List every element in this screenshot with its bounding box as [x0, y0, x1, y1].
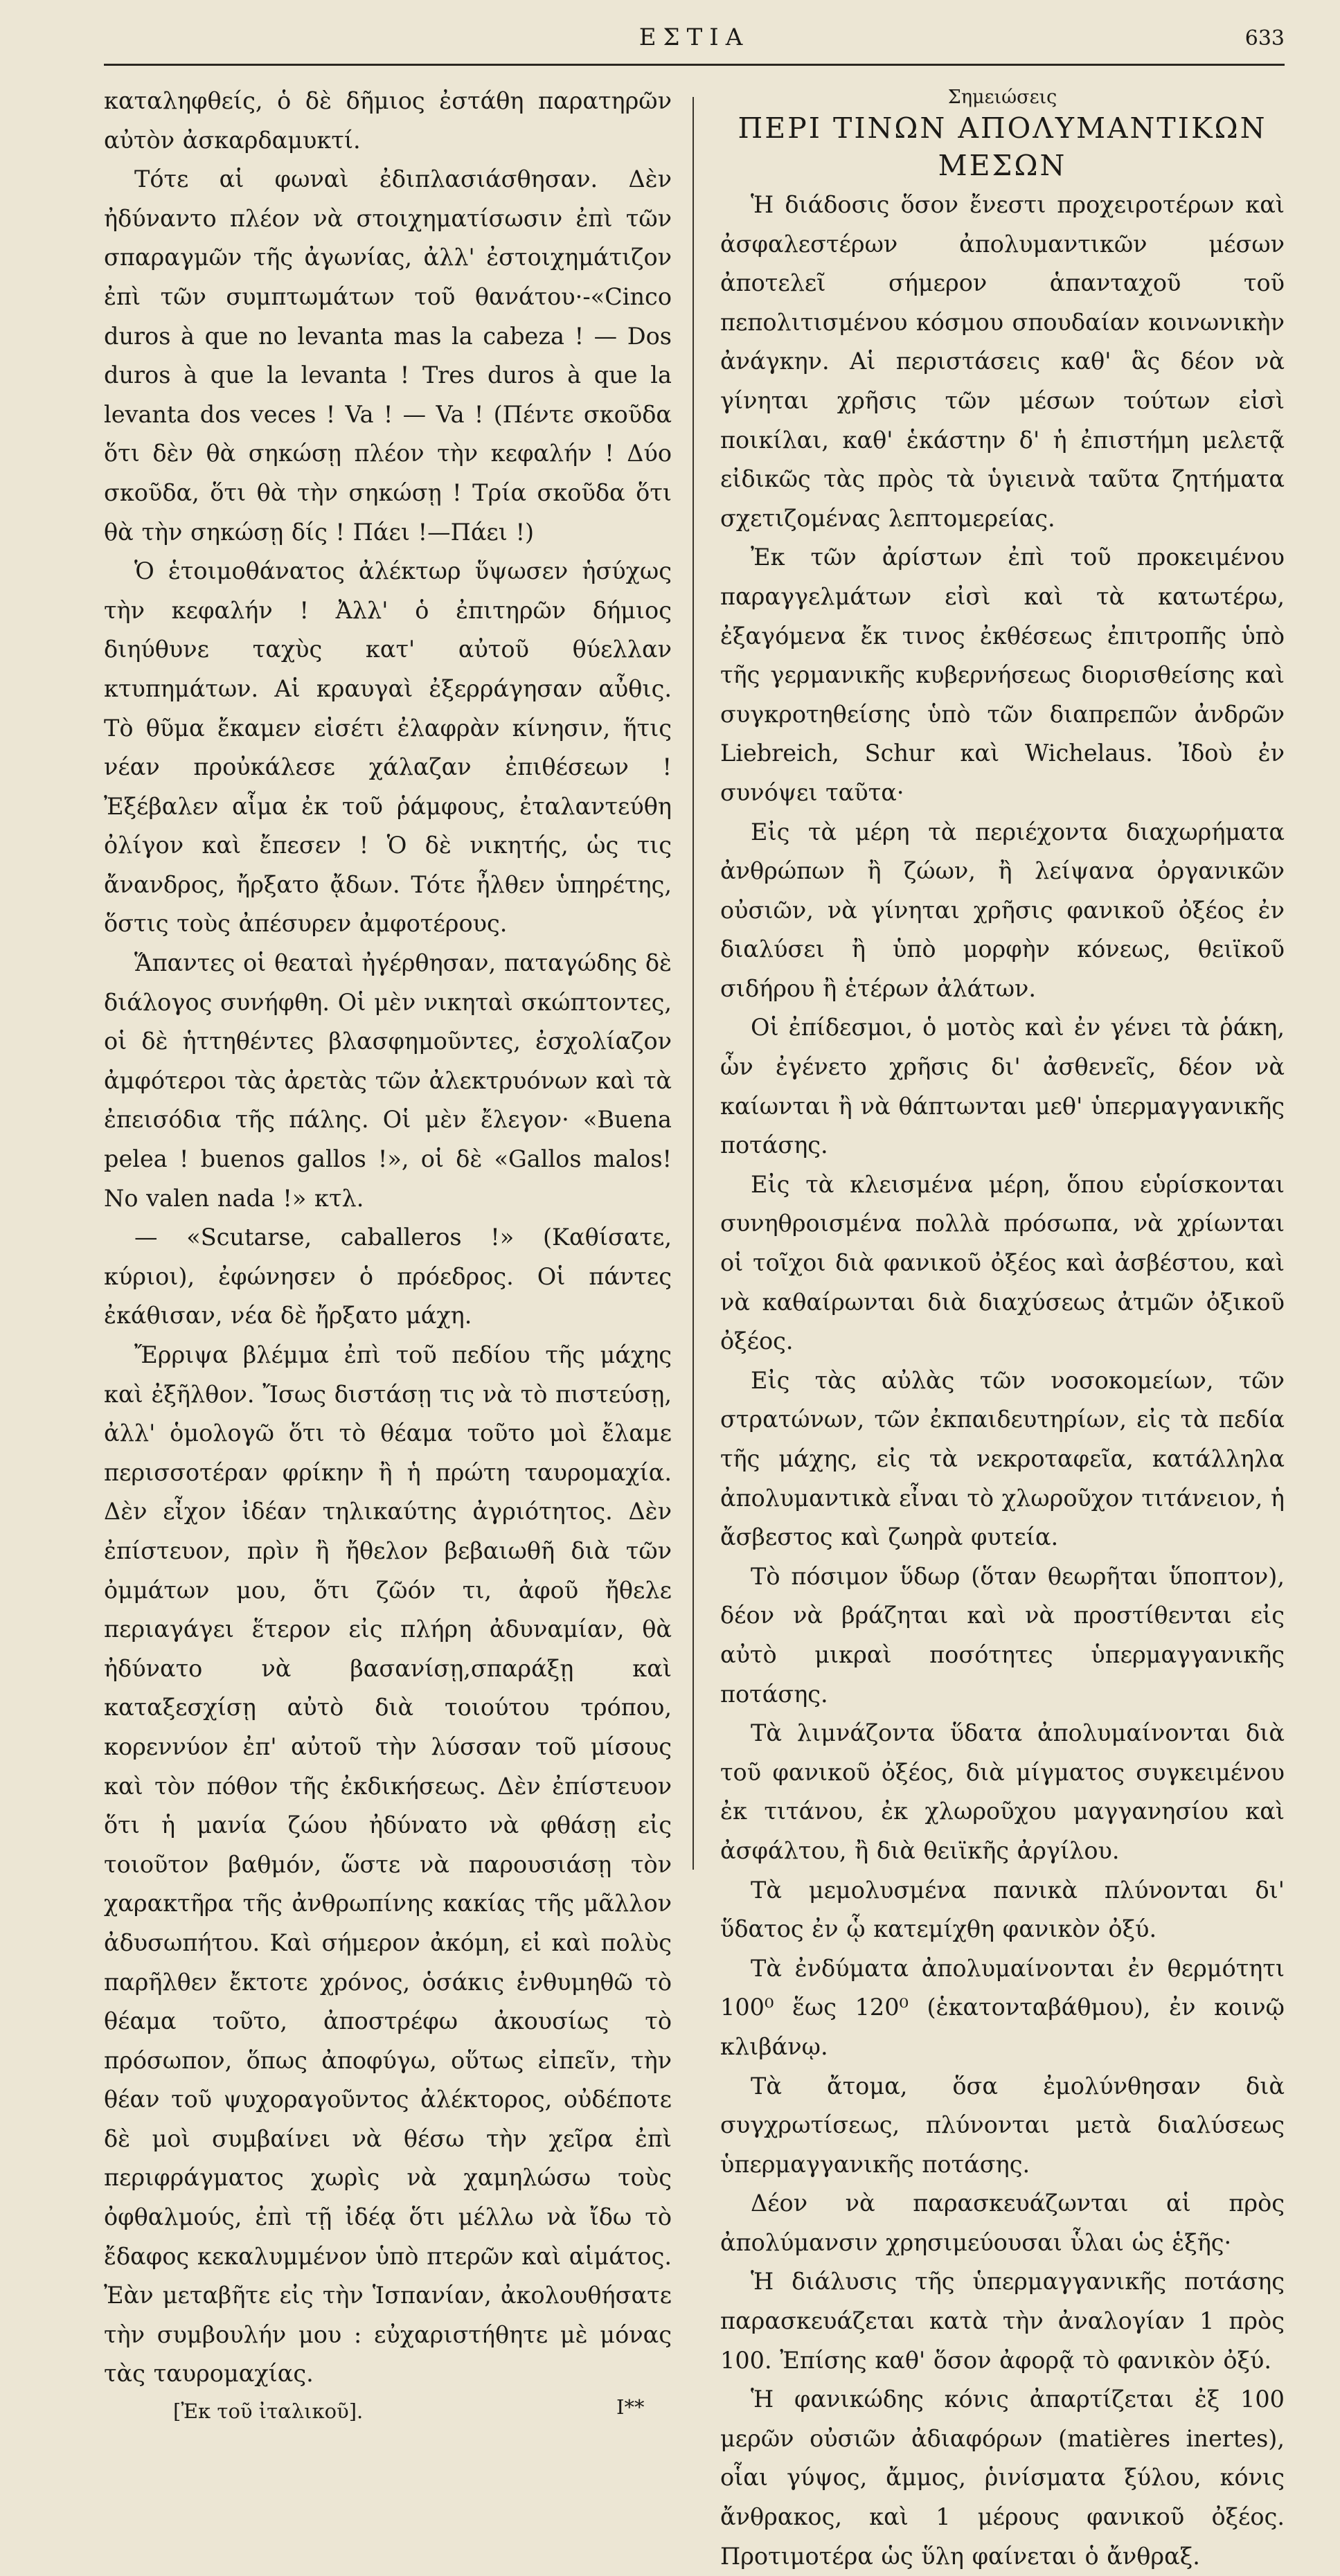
paragraph: Δέον νὰ παρασκευάζωνται αἱ πρὸς ἀπολύμανσιν χρησιμεύουσαι ὗλαι ὡς ἑξῆς· [720, 2190, 1285, 2256]
paragraph: Τὰ λιμνάζοντα ὕδατα ἀπολυμαίνονται διὰ τοῦ φανικοῦ ὀξέος, διὰ μίγματος συγκειμένου ἐκ τιτάνου, ἐκ χλωροῦχου μαγγανησίου καὶ ἀσφάλτου, ἢ διὰ θειϊκῆς ἀργίλου. [720, 1719, 1285, 1864]
paragraph: Εἰς τὰ μέρη τὰ περιέχοντα διαχωρήματα ἀνθρώπων ἢ ζώων, ἢ λείψανα ὀργανικῶν οὐσιῶν, νὰ γίνηται χρῆσις φανικοῦ ὀξέος ἐν διαλύσει ἢ ὑπὸ μορφὴν κόνεως, θειϊκοῦ σιδήρου ἢ ἑτέρων ἀλάτων. [720, 818, 1285, 1002]
paragraph: Οἱ ἐπίδεσμοι, ὁ μοτὸς καὶ ἐν γένει τὰ ῥάκη, ὧν ἐγένετο χρῆσις δι' ἀσθενεῖς, δέον νὰ καίωνται ἢ νὰ θάπτωνται μεθ' ὑπερμαγγανικῆς ποτάσης. [720, 1014, 1285, 1159]
paragraph: Τότε αἱ φωναὶ ἐδιπλασιάσθησαν. Δὲν ἠδύναντο πλέον νὰ στοιχηματίσωσιν ἐπὶ τῶν σπαραγμῶν τῆς ἀγωνίας, ἀλλ' ἐστοιχημάτιζον ἐπὶ τῶν συμπτωμάτων τοῦ θανάτου·-«Cinco duros à que no levanta mas la cabeza ! — Dos duros à que la levanta ! Tres duros à que la levanta dos veces ! Va ! — Va ! (Πέντε σκοῦδα ὅτι δὲν θὰ σηκώσῃ πλέον τὴν κεφαλήν ! Δύο σκοῦδα, ὅτι θὰ τὴν σηκώσῃ ! Τρία σκοῦδα ὅτι θὰ τὴν σηκώσῃ δίς ! Πάει !—Πάει !) [104, 166, 672, 546]
running-title: ΕΣΤΙΑ [638, 24, 750, 51]
paragraph: Τὰ ἄτομα, ὅσα ἐμολύνθησαν διὰ συγχρωτίσεως, πλύνονται μετὰ διαλύσεως ὑπερμαγγανικῆς ποτάσης. [720, 2072, 1285, 2178]
right-column [720, 82, 1285, 2576]
paragraph: Ἔρριψα βλέμμα ἐπὶ τοῦ πεδίου τῆς μάχης καὶ ἐξῆλθον. Ἴσως διστάσῃ τις νὰ τὸ πιστεύσῃ, ἀλλ' ὁμολογῶ ὅτι τὸ θέαμα τοῦτο μοὶ ἔλαμε περισσοτέραν φρίκην ἢ ἡ πρώτη ταυρομαχία. Δὲν εἶχον ἰδέαν τηλικαύτης ἀγριότητος. Δὲν ἐπίστευον, πρὶν ἢ ἤθελον βεβαιωθῆ διὰ τῶν ὀμμάτων μου, ὅτι ζῶόν τι, ἀφοῦ ἤθελε περιαγάγει ἕτερον εἰς πλήρη ἀδυναμίαν, θὰ ἠδύνατο νὰ βασανίσῃ,σπαράξῃ καὶ καταξεσχίσῃ αὐτὸ διὰ τοιούτου τρόπου, κορεννύον ἐπ' αὐτοῦ τὴν λύσσαν τοῦ μίσους καὶ τὸν πόθον τῆς ἐκδικήσεως. Δὲν ἐπίστευον ὅτι ἡ μανία ζώου ἠδύνατο νὰ φθάσῃ εἰς τοιοῦτον βαθμόν, ὥστε νὰ παρουσιάσῃ τὸν χαρακτῆρα τῆς ἀνθρωπίνης κακίας τῆς μᾶλλον ἀδυσωπήτου. Καὶ σήμερον ἀκόμη, εἰ καὶ πολὺς παρῆλθεν ἔκτοτε χρόνος, ὁσάκις ἐνθυμηθῶ τὸ θέαμα τοῦτο, ἀποστρέφω ἀκουσίως τὸ πρόσωπον, ὅπως ἀποφύγω, οὕτως εἰπεῖν, τὴν θέαν τοῦ ψυχοραγοῦντος ἀλέκτορος, οὐδέποτε δὲ μοὶ συμβαίνει νὰ θέσω τὴν χεῖρα ἐπὶ περιφράγματος χωρὶς νὰ χαμηλώσω τοὺς ὀφθαλμούς, ἐπὶ τῇ ἰδέᾳ ὅτι μέλλω νὰ ἴδω τὸ ἔδαφος κεκαλυμμένον ὑπὸ πτερῶν καὶ αἱμάτος. Ἐὰν μεταβῆτε εἰς τὴν Ἱσπανίαν, ἀκολουθήσατε τὴν συμβουλήν μου : εὐχαριστήθητε μὲ μόνας τὰς ταυρομαχίας. [104, 1341, 672, 2388]
article-title: ΠΕΡΙ ΤΙΝΩΝ ΑΠΟΛΥΜΑΝΤΙΚΩΝ ΜΕΣΩΝ [738, 111, 1267, 182]
paragraph: Ἐκ τῶν ἀρίστων ἐπὶ τοῦ προκειμένου παραγγελμάτων εἰσὶ καὶ τὰ κατωτέρω, ἐξαγόμενα ἔκ τινος ἐκθέσεως ἐπιτροπῆς ὑπὸ τῆς γερμανικῆς κυβερνήσεως διορισθείσης καὶ συγκροτηθείσης ὑπὸ τῶν διαπρεπῶν ἀνδρῶν Liebreich, Schur καὶ Wichelaus. Ἰδοὺ ἐν συνόψει ταῦτα· [720, 544, 1285, 806]
paragraph: — «Scutarse, caballeros !» (Καθίσατε, κύριοι), ἐφώνησεν ὁ πρόεδρος. Οἱ πάντες ἐκάθισαν, νέα δὲ ἤρξατο μάχη. [104, 1224, 672, 1330]
article-footer [104, 2394, 672, 2433]
paragraph: Τὰ ἐνδύματα ἀπολυμαίνονται ἐν θερμότητι 100⁰ ἕως 120⁰ (ἑκατονταβάθμου), ἐν κοινῷ κλιβάνῳ. [720, 1954, 1285, 2060]
paragraph: Ἡ διάλυσις τῆς ὑπερμαγγανικῆς ποτάσης παρασκευάζεται κατὰ τὴν ἀναλογίαν 1 πρὸς 100. Ἐπίσης καθ' ὅσον ἀφορᾷ τὸ φανικὸν ὀξύ. [720, 2268, 1285, 2374]
paragraph: καταληφθείς, ὁ δὲ δῆμιος ἐστάθη παρατηρῶν αὐτὸν ἀσκαρδαμυκτί. [104, 87, 672, 154]
paragraph: Εἰς τὰ κλεισμένα μέρη, ὅπου εὑρίσκονται συνηθροισμένα πολλὰ πρόσωπα, νὰ χρίωνται οἱ τοῖχοι διὰ φανικοῦ ὀξέος καὶ ἀσβέστου, καὶ νὰ καθαίρωνται διὰ διαχύσεως ἀτμῶν ὀξικοῦ ὀξέος. [720, 1170, 1285, 1355]
left-column [104, 82, 672, 2433]
column-divider [693, 97, 694, 1870]
page-header [104, 21, 1285, 54]
section-label: Σημειώσεις [947, 87, 1057, 108]
paragraph: Ὁ ἑτοιμοθάνατος ἀλέκτωρ ὕψωσεν ἡσύχως τὴν κεφαλήν ! Ἀλλ' ὁ ἐπιτηρῶν δήμιος διηύθυνε ταχὺς κατ' αὐτοῦ θύελλαν κτυπημάτων. Αἱ κραυγαὶ ἐξερράγησαν αὖθις. Τὸ θῦμα ἔκαμεν εἰσέτι ἐλαφρὰν κίνησιν, ἥτις νέαν προὐκάλεσε χάλαζαν ἐπιθέσεων ! Ἐξέβαλεν αἷμα ἐκ τοῦ ῥάμφους, ἐταλαντεύθη ὀλίγον καὶ ἔπεσεν ! Ὁ δὲ νικητής, ὡς τις ἄνανδρος, ἤρξατο ᾄδων. Τότε ἦλθεν ὑπηρέτης, ὅστις τοὺς ἀπέσυρεν ἀμφοτέρους. [104, 557, 672, 938]
paragraph: Εἰς τὰς αὐλὰς τῶν νοσοκομείων, τῶν στρατώνων, τῶν ἐκπαιδευτηρίων, εἰς τὰ πεδία τῆς μάχης, εἰς τὰ νεκροταφεῖα, κατάλληλα ἀπολυμαντικὰ εἶναι τὸ χλωροῦχον τιτάνειον, ἡ ἄσβεστος καὶ ζωηρὰ φυτεία. [720, 1366, 1285, 1551]
paragraph: Τὸ πόσιμον ὕδωρ (ὅταν θεωρῆται ὕποπτον), δέον νὰ βράζηται καὶ νὰ προστίθενται εἰς αὐτὸ μικραὶ ποσότητες ὑπερμαγγανικῆς ποτάσης. [720, 1562, 1285, 1708]
paragraph: Ἡ διάδοσις ὅσον ἔνεστι προχειροτέρων καὶ ἀσφαλεστέρων ἀπολυμαντικῶν μέσων ἀποτελεῖ σήμερον ἁπανταχοῦ τοῦ πεπολιτισμένου κόσμου σπουδαίαν κοινωνικὴν ἀνάγκην. Αἱ περιστάσεις καθ' ἃς δέον νὰ γίνηται χρῆσις τῶν μέσων τούτων εἰσὶ ποικίλαι, καθ' ἑκάστην δ' ἡ ἐπιστήμη μελετᾷ εἰδικῶς τὰς πρὸς τὰ ὑγιεινὰ ταῦτα ζητήματα σχετιζομένας λεπτομερείας. [720, 191, 1285, 532]
paragraph: Ἅπαντες οἱ θεαταὶ ἠγέρθησαν, παταγώδης δὲ διάλογος συνήφθη. Οἱ μὲν νικηταὶ σκώπτοντες, οἱ δὲ ἡττηθέντες βλασφημοῦντες, ἐσχολίαζον ἀμφότεροι τὰς ἀρετὰς τῶν ἀλεκτρυόνων καὶ τὰ ἐπεισόδια τῆς πάλης. Οἱ μὲν ἔλεγον· «Buena pelea ! buenos gallos !», οἱ δὲ «Gallos malos! No valen nada !» κτλ. [104, 949, 672, 1212]
source-note: [Ἐκ τοῦ ἰταλικοῦ]. [173, 2399, 364, 2424]
signature-mark: I** [616, 2395, 645, 2420]
header-rule [104, 64, 1285, 66]
paragraph: Ἡ φανικώδης κόνις ἀπαρτίζεται ἐξ 100 μερῶν οὐσιῶν ἀδιαφόρων (matières inertes), οἷαι γύψος, ἄμμος, ῥινίσματα ξύλου, κόνις ἄνθρακος, καὶ 1 μέρους φανικοῦ ὀξέος. Προτιμοτέρα ὡς ὕλη φαίνεται ὁ ἄνθραξ. [720, 2386, 1285, 2570]
page-number: 633 [1244, 26, 1285, 51]
paragraph: Τὰ μεμολυσμένα πανικὰ πλύνονται δι' ὕδατος ἐν ᾧ κατεμίχθη φανικὸν ὀξύ. [720, 1876, 1285, 1943]
